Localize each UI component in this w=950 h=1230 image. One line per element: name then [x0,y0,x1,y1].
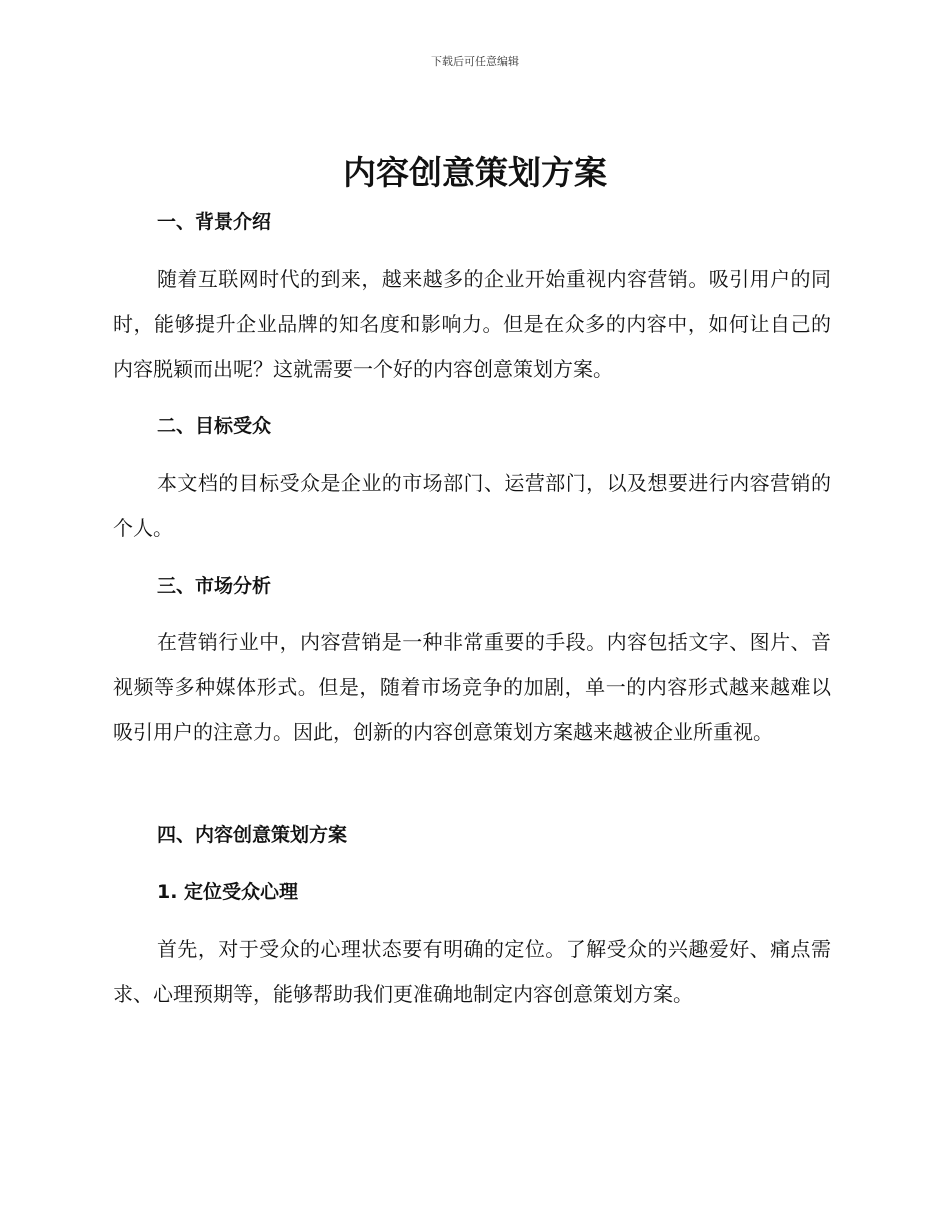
section-heading-market: 三、市场分析 [157,575,272,597]
subsection-heading-audience-psychology: 1. 定位受众心理 [157,881,299,903]
section-paragraph-market: 在营销行业中，内容营销是一种非常重要的手段。内容包括文字、图片、音视频等多种媒体形式。但是，随着市场竞争的加剧，单一的内容形式越来越难以吸引用户的注意力。因此，创新的内容创意策划方案越来越被企业所重视。 [113,630,831,744]
section-paragraph-background: 随着互联网时代的到来，越来越多的企业开始重视内容营销。吸引用户的同时，能够提升企业品牌的知名度和影响力。但是在众多的内容中，如何让自己的内容脱颖而出呢？这就需要一个好的内容创意策划方案。 [113,267,831,381]
section-heading-plan: 四、内容创意策划方案 [157,824,348,846]
section-heading-background: 一、背景介绍 [157,211,272,233]
document-title: 内容创意策划方案 [343,153,607,192]
page-header-note: 下载后可任意编辑 [431,55,519,68]
section-heading-audience: 二、目标受众 [157,415,272,437]
section-paragraph-audience: 本文档的目标受众是企业的市场部门、运营部门，以及想要进行内容营销的个人。 [113,471,831,540]
subsection-paragraph-audience-psychology: 首先，对于受众的心理状态要有明确的定位。了解受众的兴趣爱好、痛点需求、心理预期等，能够帮助我们更准确地制定内容创意策划方案。 [113,937,831,1006]
